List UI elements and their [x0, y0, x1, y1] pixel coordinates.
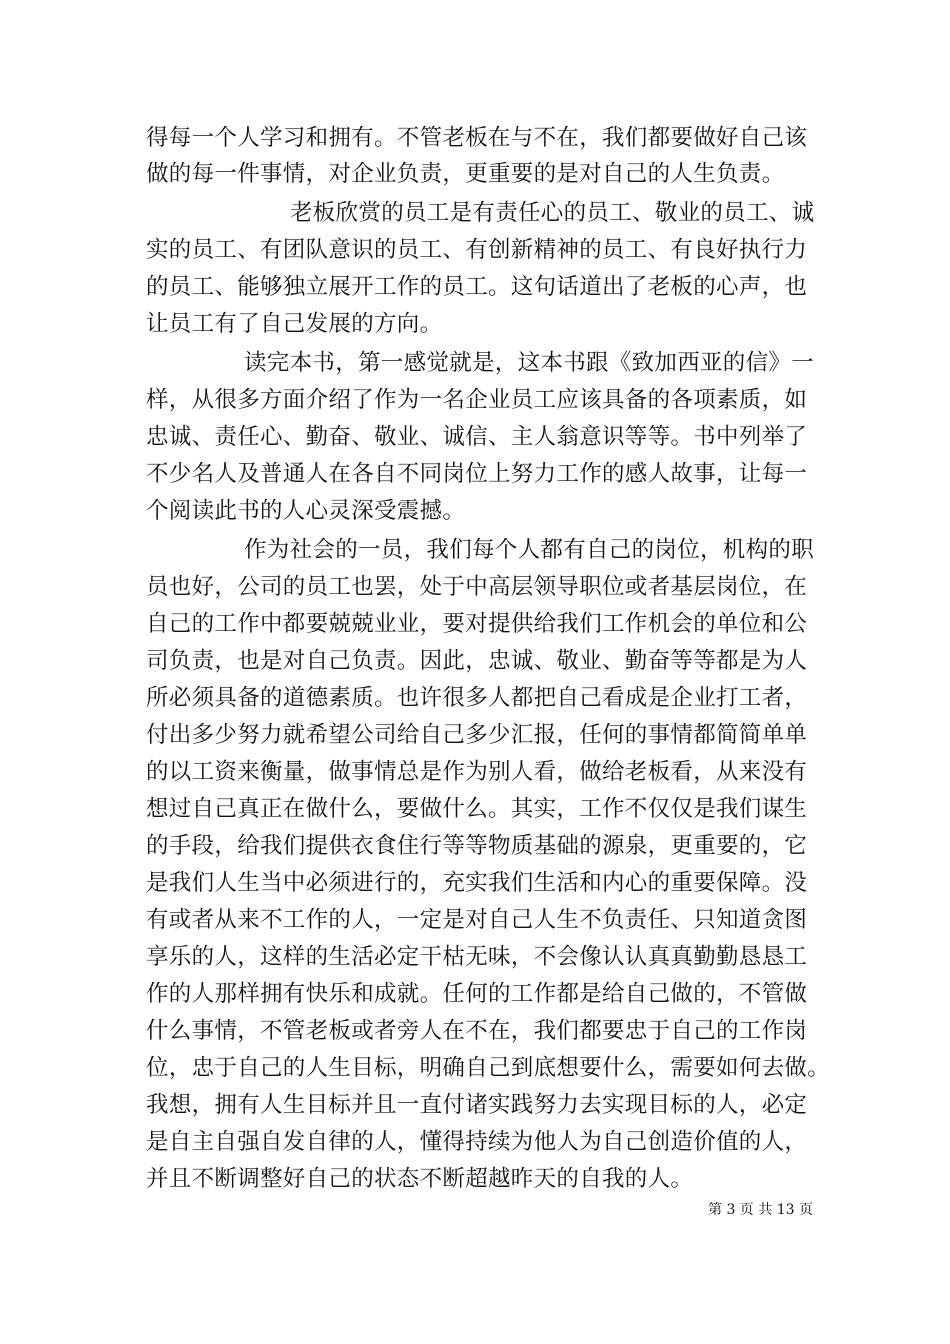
body-text-line: 是我们人生当中必须进行的，充实我们生活和内心的重要保障。没 — [146, 870, 808, 896]
page-number-footer: 第 3 页 共 13 页 — [708, 1202, 813, 1218]
body-text-line: 得每一个人学习和拥有。不管老板在与不在，我们都要做好自己该 — [146, 125, 808, 151]
body-text-line: 所必须具备的道德素质。也许很多人都把自己看成是企业打工者， — [146, 685, 808, 711]
paragraph-first-line: 读完本书，第一感觉就是，这本书跟《致加西亚的信》一 — [244, 350, 815, 376]
body-text-line: 忠诚、责任心、勤奋、敬业、诚信、主人翁意识等等。书中列举了 — [146, 424, 808, 450]
body-text-line: 不少名人及普通人在各自不同岗位上努力工作的感人故事，让每一 — [146, 461, 808, 487]
body-text-line: 想过自己真正在做什么，要做什么。其实，工作不仅仅是我们谋生 — [146, 796, 808, 822]
body-text-line: 付出多少努力就希望公司给自己多少汇报，任何的事情都简简单单 — [146, 722, 808, 748]
body-text-line: 享乐的人，这样的生活必定干枯无味，不会像认认真真勤勤恳恳工 — [146, 944, 808, 970]
body-text-line: 是自主自强自发自律的人，懂得持续为他人为自己创造价值的人， — [146, 1129, 808, 1155]
body-text-line: 做的每一件事情，对企业负责，更重要的是对自己的人生负责。 — [146, 161, 785, 187]
body-text-line: 并且不断调整好自己的状态不断超越昨天的自我的人。 — [146, 1166, 694, 1192]
body-text-line: 样，从很多方面介绍了作为一名企业员工应该具备的各项素质，如 — [146, 387, 808, 413]
body-text-line: 司负责，也是对自己负责。因此，忠诚、敬业、勤奋等等都是为人 — [146, 648, 808, 674]
body-text-line: 员也好，公司的员工也罢，处于中高层领导职位或者基层岗位，在 — [146, 574, 808, 600]
body-text-line: 实的员工、有团队意识的员工、有创新精神的员工、有良好执行力 — [146, 237, 808, 263]
body-text-line: 我想，拥有人生目标并且一直付诸实践努力去实现目标的人，必定 — [146, 1092, 808, 1118]
body-text-line: 的以工资来衡量，做事情总是作为别人看，做给老板看，从来没有 — [146, 759, 808, 785]
paragraph-first-line: 老板欣赏的员工是有责任心的员工、敬业的员工、诚 — [290, 200, 815, 226]
body-text-line: 自己的工作中都要兢兢业业，要对提供给我们工作机会的单位和公 — [146, 611, 808, 637]
body-text-line: 位，忠于自己的人生目标，明确自己到底想要什么，需要如何去做。 — [146, 1055, 831, 1081]
body-text-line: 有或者从来不工作的人，一定是对自己人生不负责任、只知道贪图 — [146, 907, 808, 933]
body-text-line: 的员工、能够独立展开工作的员工。这句话道出了老板的心声，也 — [146, 274, 808, 300]
paragraph-first-line: 作为社会的一员，我们每个人都有自己的岗位，机构的职 — [244, 537, 815, 563]
body-text-line: 作的人那样拥有快乐和成就。任何的工作都是给自己做的，不管做 — [146, 981, 808, 1007]
body-text-line: 的手段，给我们提供衣食住行等等物质基础的源泉，更重要的，它 — [146, 833, 808, 859]
body-text-line: 让员工有了自己发展的方向。 — [146, 311, 443, 337]
body-text-line: 个阅读此书的人心灵深受震撼。 — [146, 498, 466, 524]
body-text-line: 什么事情，不管老板或者旁人在不在，我们都要忠于自己的工作岗 — [146, 1018, 808, 1044]
